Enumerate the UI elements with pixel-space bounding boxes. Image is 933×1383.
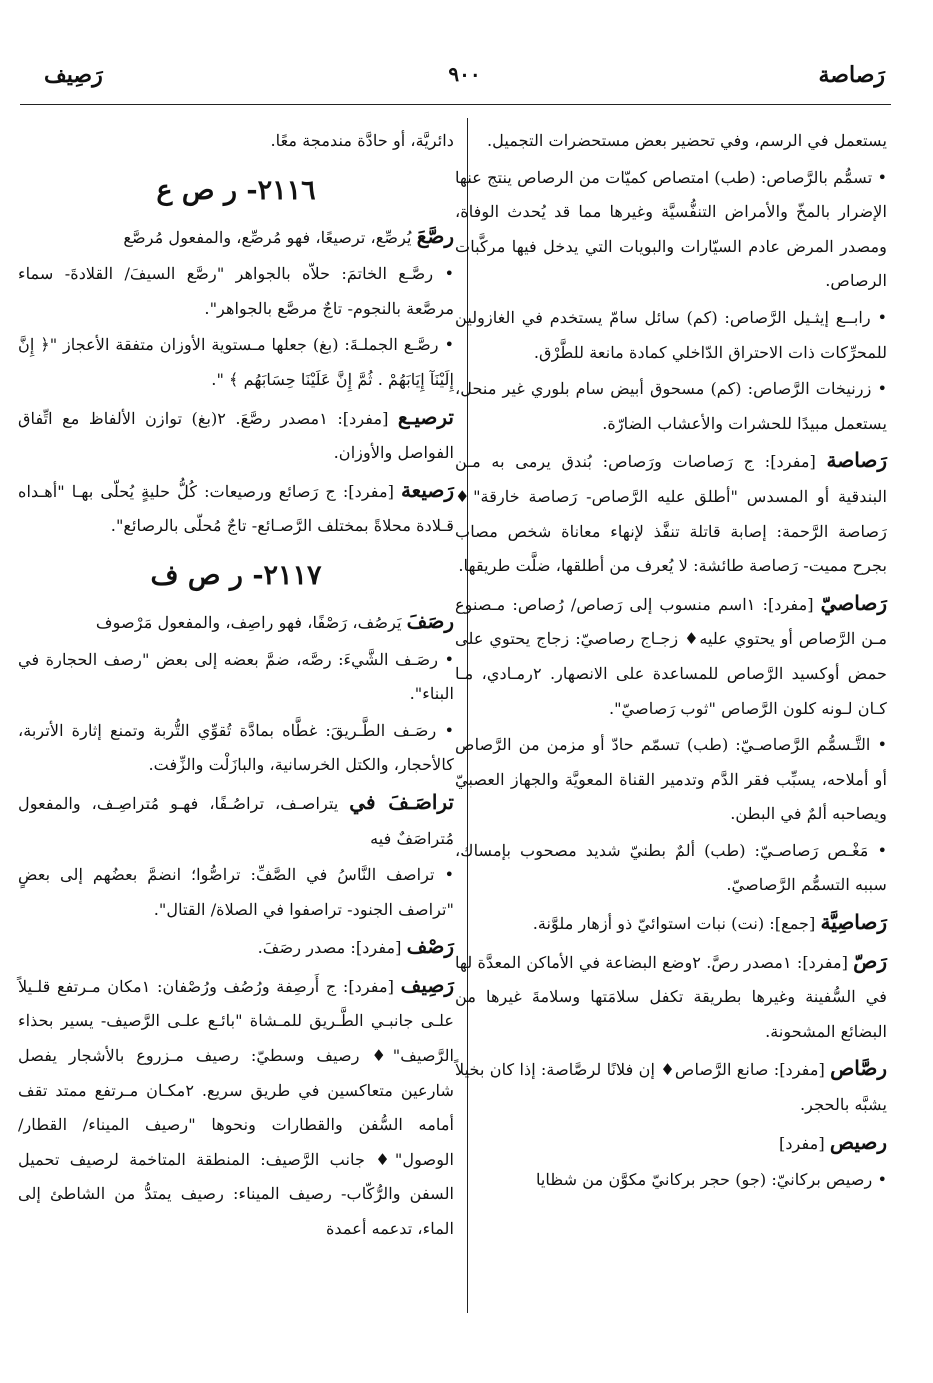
headword: تراصَـفَ في: [349, 789, 454, 814]
entry-paragraph: [455, 372, 887, 441]
entry-text: [مفرد]: [779, 1133, 830, 1153]
headword: رَصّ: [853, 948, 887, 973]
headword: رَصِيف: [400, 972, 454, 997]
entry-paragraph: [18, 714, 454, 783]
entry-paragraph: [18, 124, 454, 159]
entry-text: [مفرد]: ١مصدر رصَّ. ٢وضع البضاعة في الأماكن المعدَّة لها في السُّفينة وغيرها بطريقة تكفل سلامَتها وسلامةَ غيرها من البضائع المشحونة.: [455, 952, 887, 1041]
right-column: [455, 124, 887, 1200]
entry-text: يُرصِّع، ترصيعًا، فهو مُرصِّع، والمفعول مُرصَّع: [123, 227, 417, 247]
header-last-word: رَصِيف: [44, 62, 103, 88]
entry-text: يتراصـف، تراصُـفًا، فهـو مُتراصِـف، والمفعول مُتراصَفٌ فيه: [18, 793, 454, 848]
section-heading: ٢١١٦- ر ص ع: [156, 174, 316, 206]
headword: رصَفَ: [406, 608, 454, 633]
entry-paragraph: [455, 905, 887, 942]
entry-text: دائريَّة، أو حادَّة مندمجة معًا.: [270, 131, 454, 150]
entry-text: [مفرد]: ج رَصاصات ورَصاص: بُندق يرمى به مـن البندقية أو المسدس "أطلق عليه الرَّصاص- رَصاصة خارقة"♦ رَصاصة الرَّحمة: إصابة قاتلة تنفَّذ لإنهاء معاناة شخص مصاب بجرح مميت- رَصاصة طائشة: لا يُعرف من أطلقها، ضلَّت طريقها.: [455, 452, 887, 576]
entry-paragraph: [455, 1051, 887, 1122]
headword: رصَّعَ: [416, 223, 454, 248]
entry-paragraph: [18, 328, 454, 397]
running-header: [44, 56, 885, 104]
entry-text: • رصَّـع الخاتمَ: حلاّه بالجواهر "رصَّع السيفَ/ القلادةَ- سماء مرصَّعة بالنجوم- تاجٌ مرصَّع بالجواهر".: [18, 264, 454, 318]
entry-paragraph: [18, 604, 454, 641]
entry-text: • رصيص بركانيّ: (جو) حجر بركانيّ مكوَّن من شظايا: [535, 1170, 887, 1190]
headword: رَصاصة: [826, 448, 887, 473]
entry-paragraph: [455, 161, 887, 299]
header-first-word: رَصاصة: [818, 62, 885, 88]
entry-text: [مفرد]: صانع الرَّصاص♦ إن فلانًا لرصَّاصة: إذا كان بخيلاً يشبَّه بالحجر.: [455, 1060, 887, 1115]
entry-paragraph: [18, 858, 454, 927]
entry-text: [مفرد]: ١مصدر رصَّعَ. ٢(بغ) توازن الألفاظ مع اتِّفاق الفواصل والأوزان.: [18, 408, 454, 463]
entry-paragraph: [455, 301, 887, 370]
headword: رَصاصِيَّة: [820, 910, 887, 935]
headword: رَصيعة: [400, 477, 454, 502]
entry-text: • تراصف النَّاسُ في الصَّفِّ: تراصُّوا؛ انضمَّ بعضُهم إلى بعضٍ "تراصف الجنود- تراصفوا في الصلاة/ القتال".: [18, 865, 454, 919]
entry-paragraph: [455, 124, 887, 159]
entry-text: • رصَّـع الجملـةَ: (بغ) جعلها مـستوية الأوزان متفقة الأعجاز "﴿ إِنَّ إِلَيْنَآ إِيَابَهُمْ . ثُمَّ إِنَّ عَلَيْنَا حِسَابَهُم ﴾ ".: [18, 335, 454, 389]
entry-text: [مفرد]: ج أَرصِفة ورُصُف ورُصْفان: ١مكان مـرتفع قلـيلاً علـى جانبـي الطَّـريق للمـشاة "بائـع علـى الرَّصيف- يسير بحذاء الرَّصيف"♦ رصيف وسطيّ: رصيف مـزروع بالأشجار يفصل شارعين متعاكسين في طريق سريع. ٢مكـان مـرتفع ممتد تقف أمامه السُّفن والقطارات ونحوها "رصيف الميناء/ القطار/ الوصول"♦ جانب الرَّصيف: المنطقة المتاخمة لرصيف تحميل السفن والرُّكّاب- رصيف الميناء: رصيف يمتدُّ من الشاطئ إلى الماء، تدعمه أعمدة: [18, 976, 455, 1239]
entry-text: يستعمل في الرسم، وفي تحضير بعض مستحضرات التجميل.: [487, 131, 887, 150]
entry-paragraph: [18, 968, 454, 1247]
headword: رَصاصيّ: [820, 590, 887, 615]
entry-paragraph: [455, 1125, 887, 1162]
header-rule: [20, 104, 891, 105]
headword: ترصيـع: [397, 404, 454, 429]
entry-paragraph: [18, 473, 454, 544]
entry-text: • رصَـف الشَّيءَ: رصَّه، ضمَّ بعضه إلى بعض "رصف الحجارة في البناء".: [18, 649, 454, 704]
page-number: ٩٠٠: [448, 62, 481, 86]
entry-text: [مفرد]: ج رَصائع ورصيعات: كُلُّ حليةٍ يُحلّى بهـا "أهـداه قـلادة محلاةً بمختلف الرَّصـائع- تاجٌ مُحلّى بالرصائع".: [18, 481, 454, 536]
entry-paragraph: [18, 929, 454, 966]
entry-text: [مفرد]: ١اسم منسوب إلى رَصاص/ رُصاص: مـصنوع مـن الرَّصاص أو يحتوي عليه♦ زجـاج رصاصيّ: زجاج يحتوي على حمض أوكسيد الرَّصاص للمساعدة على الانصهار. ٢رمـادي، مـا كـان لـونه كلون الرَّصاص "ثوب رَصاصيّ".: [455, 594, 887, 718]
entry-text: • رصَـف الطَّـريقَ: غطَّاه بمادَّة تُقوِّي التُّربة وتمنع إثارة الأتربة، كالأحجار، والكتل الخرسانية، والبازَلْت والزِّفت.: [18, 720, 454, 775]
entry-paragraph: [18, 643, 454, 712]
entry-paragraph: [18, 257, 454, 326]
entry-paragraph: [455, 944, 887, 1050]
entry-text: • مَغْـص رَصاصـيّ: (طب) ألمٌ بطنيّ شديد مصحوب بإمساك، سببه التسمُّم الرَّصاصيّ.: [455, 840, 887, 895]
headword: رصيص: [829, 1129, 887, 1154]
entry-paragraph: [455, 586, 887, 726]
entry-text: [جمع]: (نت) نبات استوائيّ ذو أزهار ملوَّنة.: [532, 914, 821, 934]
entry-text: • زرنيخات الرَّصاص: (كم) مسحوق أبيض سام بلوري غير منحل، يستعمل مبيدًا للحشرات والأعشاب الضارّة.: [455, 379, 887, 433]
entry-paragraph: [455, 443, 887, 583]
left-column: [18, 124, 454, 1249]
entry-paragraph: [18, 400, 454, 471]
entry-paragraph: [18, 219, 454, 256]
entry-text: • تسمُّم بالرَّصاص: (طب) امتصاص كميّات من الرصاص ينتج عنها الإضرار بالمخّ والأمراض التنفُّسيَّة وغيرها مما قد يُحدث الوفاة، ومصدر المرض عادم السيّارات والبويات التي يدخل فيها مركَّبات الرصاص.: [455, 167, 887, 291]
entry-paragraph: [455, 834, 887, 903]
headword: رصَّاص: [830, 1056, 887, 1081]
entry-paragraph: [455, 728, 887, 832]
headword: رَصْف: [406, 934, 454, 959]
entry-text: يَرصُف، رَصْفًا، فهو راصِف، والمفعول مَرْصوف: [95, 612, 407, 632]
entry-text: • رابــع إيثـيل الرَّصاص: (كم) سائل سامّ يستخدم في الغازولين للمحرِّكات ذات الاحتراق الدّاخلي كمادة مانعة للطَّرْق.: [455, 307, 887, 362]
entry-paragraph: [18, 785, 454, 856]
entry-text: [مفرد]: مصدر رصَفَ.: [257, 938, 407, 958]
section-heading: ٢١١٧- ر ص ف: [150, 559, 322, 591]
entry-paragraph: [455, 1163, 887, 1198]
entry-text: • التَّـسمُّم الرَّصاصـيّ: (طب) تسمّم حادّ أو مزمن من الرَّصاص أو أملاحه، يسبِّب فقر الدَّم وتدمير القناة المعويَّة والجهاز العصبيّ ويصاحبه ألمٌ في البطن.: [455, 735, 887, 824]
